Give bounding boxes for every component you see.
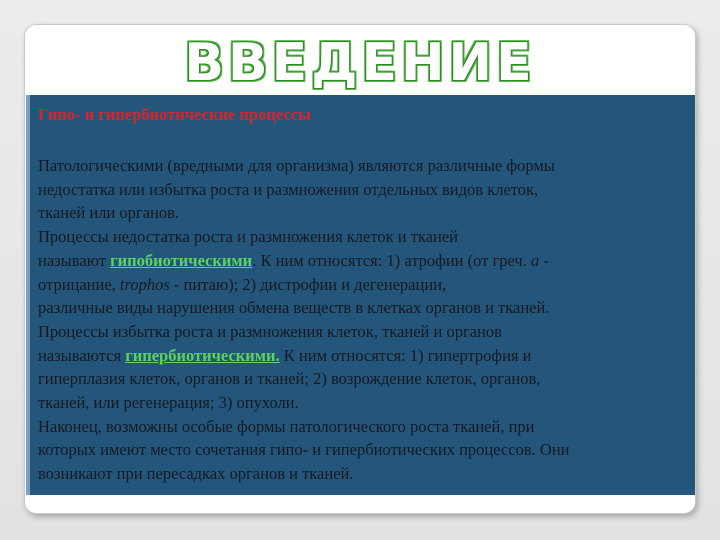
text-line: возникают при пересадках органов и тканей. — [38, 464, 354, 484]
content-panel — [30, 95, 695, 495]
text-line: отрицание, trophos - питаю); 2) дистрофии и дегенерации, — [38, 274, 447, 294]
slide-title: ВВЕДЕНИЕ — [184, 33, 536, 93]
text-line: тканей, или регенерация; 3) опухоли. — [38, 393, 299, 413]
text-line: тканей или органов. — [38, 203, 180, 223]
text-line: Наконец, возможны особые формы патологического роста тканей, при — [38, 416, 535, 436]
text-line: Процессы избытка роста и размножения клеток, тканей и органов — [38, 321, 502, 341]
panel-edge — [26, 95, 30, 495]
text-line: называются гипербиотическими. К ним относятся: 1) гипертрофия и — [38, 345, 532, 365]
text-line: Патологическими (вредными для организма) являются различные формы — [38, 156, 555, 175]
text-line: называют гипобиотическими. К ним относятся: 1) атрофии (от греч. a - — [38, 250, 549, 270]
section-subtitle: Гипо- и гипербиотические процессы — [38, 105, 311, 124]
text-line: Процессы недостатка роста и размножения клеток и тканей — [38, 227, 458, 247]
term-hypobiotic: гипобиотическими — [110, 250, 253, 270]
text-line: которых имеют место сочетания гипо- и гипербиотических процессов. Они — [38, 440, 570, 460]
text-line: недостатка или избытка роста и размножения отдельных видов клеток, — [38, 179, 539, 199]
term-hyperbiotic: гипербиотическими. — [125, 345, 280, 365]
text-line: различные виды нарушения обмена веществ в клетках органов и тканей. — [38, 298, 550, 318]
text-line: гиперплазия клеток, органов и тканей; 2) возрождение клеток, органов, — [38, 369, 541, 389]
body-text — [38, 154, 693, 486]
